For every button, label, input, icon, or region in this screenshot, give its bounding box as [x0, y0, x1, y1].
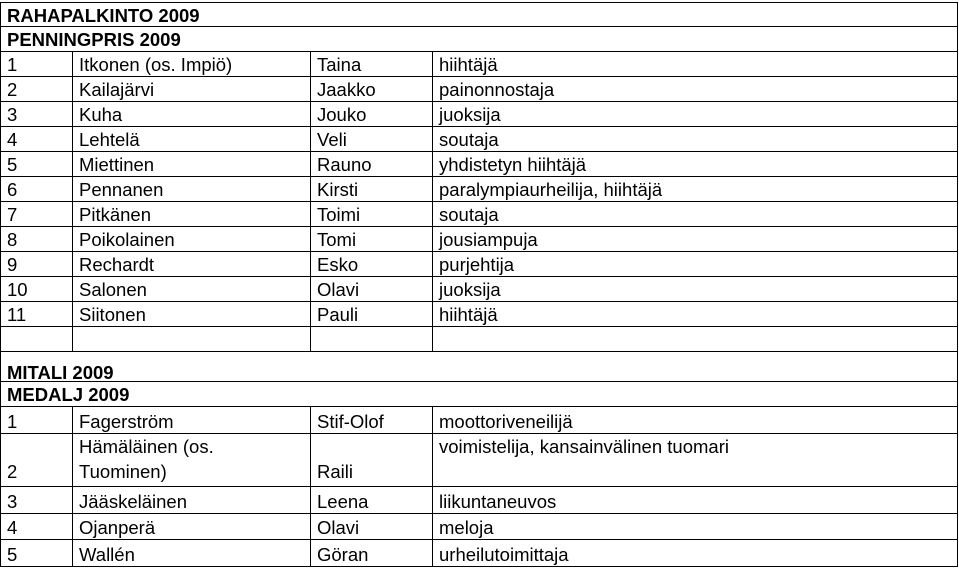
cell-number: 3: [0, 487, 72, 514]
cell-sport: purjehtija: [432, 252, 958, 277]
cell-sport: paralympiaurheilija, hiihtäjä: [432, 177, 958, 202]
cell-firstname: Leena: [310, 487, 432, 514]
section2-title-sv: MEDALJ 2009: [0, 382, 958, 407]
cell-number: 8: [0, 227, 72, 252]
cell-firstname: Esko: [310, 252, 432, 277]
cell-surname: Rechardt: [72, 252, 310, 277]
cell-firstname: Jaakko: [310, 77, 432, 102]
cell-sport: voimistelija, kansainvälinen tuomari: [432, 434, 958, 487]
empty-row: [0, 327, 959, 352]
cell-sport: soutaja: [432, 202, 958, 227]
empty-cell: [0, 327, 72, 352]
empty-cell: [432, 327, 958, 352]
table-row: [0, 102, 959, 127]
cell-number: 3: [0, 102, 72, 127]
cell-number: 7: [0, 202, 72, 227]
cell-surname: Ojanperä: [72, 514, 310, 540]
table-row: [0, 52, 959, 77]
cell-surname: Wallén: [72, 540, 310, 567]
cell-sport: urheilutoimittaja: [432, 540, 958, 567]
cell-firstname: Tomi: [310, 227, 432, 252]
cell-number: 5: [0, 152, 72, 177]
section1-title-row: [0, 2, 959, 27]
cell-surname: Itkonen (os. Impiö): [72, 52, 310, 77]
cell-sport: juoksija: [432, 277, 958, 302]
cell-surname-line1: Hämäläinen (os.: [79, 436, 214, 457]
table-row: [0, 407, 959, 434]
cell-surname: Jääskeläinen: [72, 487, 310, 514]
cell-surname: Pitkänen: [72, 202, 310, 227]
cell-sport: soutaja: [432, 127, 958, 152]
cell-firstname: Jouko: [310, 102, 432, 127]
cell-surname-line2: Tuominen): [79, 461, 167, 482]
table-row: [0, 514, 959, 540]
cell-sport: yhdistetyn hiihtäjä: [432, 152, 958, 177]
table-row: [0, 540, 959, 567]
cell-number: 6: [0, 177, 72, 202]
section2-subtitle-row: [0, 382, 959, 407]
cell-firstname: Raili: [310, 434, 432, 487]
table-row: [0, 277, 959, 302]
cell-number: 1: [0, 407, 72, 434]
cell-firstname: Veli: [310, 127, 432, 152]
cell-sport: painonnostaja: [432, 77, 958, 102]
cell-surname: Kuha: [72, 102, 310, 127]
table-row: [0, 177, 959, 202]
section1-title-sv: PENNINGPRIS 2009: [0, 27, 958, 52]
cell-firstname: Rauno: [310, 152, 432, 177]
section2-title-row: [0, 352, 959, 382]
cell-firstname: Taina: [310, 52, 432, 77]
cell-number: 2: [0, 77, 72, 102]
cell-firstname: Olavi: [310, 277, 432, 302]
table-row: [0, 487, 959, 514]
cell-surname: Poikolainen: [72, 227, 310, 252]
cell-surname: Siitonen: [72, 302, 310, 327]
section1-title-fi: RAHAPALKINTO 2009: [0, 2, 958, 27]
table-row: [0, 202, 959, 227]
cell-surname: Kailajärvi: [72, 77, 310, 102]
cell-sport: meloja: [432, 514, 958, 540]
empty-cell: [72, 327, 310, 352]
table-row: [0, 252, 959, 277]
table-row: [0, 227, 959, 252]
table-row: [0, 127, 959, 152]
cell-firstname: Kirsti: [310, 177, 432, 202]
cell-surname: Miettinen: [72, 152, 310, 177]
cell-number: 10: [0, 277, 72, 302]
cell-sport: hiihtäjä: [432, 302, 958, 327]
cell-surname: Salonen: [72, 277, 310, 302]
cell-firstname: Olavi: [310, 514, 432, 540]
cell-sport: juoksija: [432, 102, 958, 127]
section1-subtitle-row: [0, 27, 959, 52]
cell-sport: liikuntaneuvos: [432, 487, 958, 514]
cell-number: 4: [0, 127, 72, 152]
cell-firstname: Pauli: [310, 302, 432, 327]
empty-cell: [310, 327, 432, 352]
table-row: [0, 434, 959, 487]
cell-number: 4: [0, 514, 72, 540]
cell-surname: [72, 434, 310, 487]
cell-sport: moottoriveneilijä: [432, 407, 958, 434]
cell-sport: jousiampuja: [432, 227, 958, 252]
cell-surname: Fagerström: [72, 407, 310, 434]
cell-number: 5: [0, 540, 72, 567]
table-row: [0, 77, 959, 102]
cell-firstname: Göran: [310, 540, 432, 567]
table-row: [0, 152, 959, 177]
cell-number: 9: [0, 252, 72, 277]
cell-number: 2: [0, 434, 72, 487]
cell-number: 1: [0, 52, 72, 77]
table-row: [0, 302, 959, 327]
section2-title-fi: MITALI 2009: [0, 352, 958, 382]
cell-sport: hiihtäjä: [432, 52, 958, 77]
cell-surname: Pennanen: [72, 177, 310, 202]
cell-firstname: Stif-Olof: [310, 407, 432, 434]
cell-firstname: Toimi: [310, 202, 432, 227]
cell-surname: Lehtelä: [72, 127, 310, 152]
cell-number: 11: [0, 302, 72, 327]
